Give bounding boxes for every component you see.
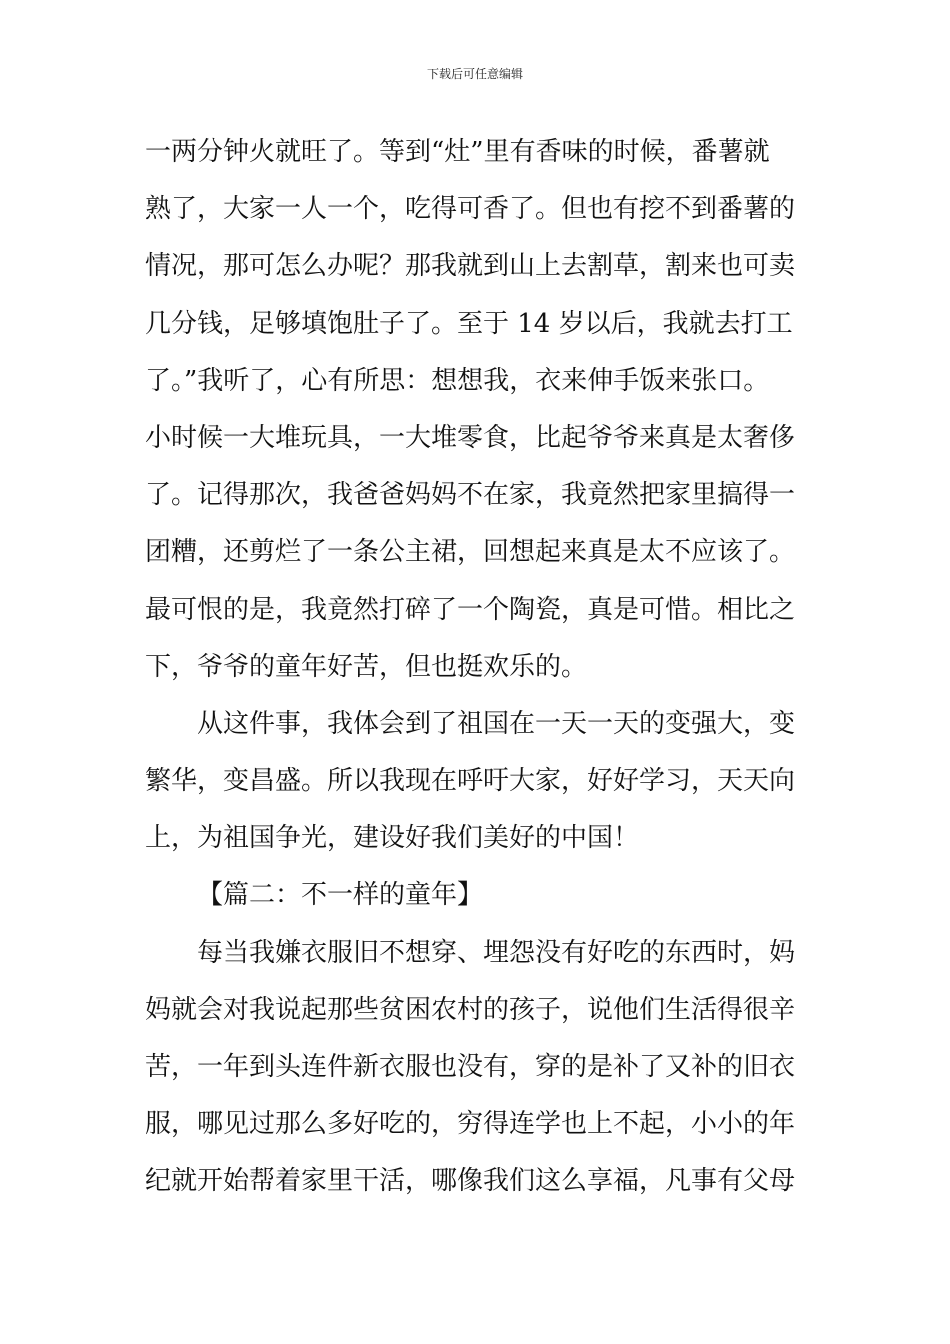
text-line: 上，为祖国争光，建设好我们美好的中国！ xyxy=(145,823,640,854)
text-line: 几分钱，足够填饱肚子了。至于 14 岁以后，我就去打工 xyxy=(145,308,793,339)
text-line: 纪就开始帮着家里干活，哪像我们这么享福，凡事有父母 xyxy=(145,1166,796,1197)
paragraph-first-line: 每当我嫌衣服旧不想穿、埋怨没有好吃的东西时，妈 xyxy=(197,937,796,968)
page-header: 下载后可任意编辑 xyxy=(426,67,523,81)
text-line: 了。”我听了，心有所思：想想我，衣来伸手饭来张口。 xyxy=(145,365,770,396)
text-line: 最可恨的是，我竟然打碎了一个陶瓷，真是可惜。相比之 xyxy=(145,594,796,625)
text-line: 小时候一大堆玩具，一大堆零食，比起爷爷来真是太奢侈 xyxy=(145,422,796,453)
section-heading: 【篇二：不一样的童年】 xyxy=(197,880,484,911)
text-line: 情况，那可怎么办呢？那我就到山上去割草，割来也可卖 xyxy=(145,251,796,282)
text-line: 一两分钟火就旺了。等到“灶”里有香味的时候，番薯就 xyxy=(145,137,770,167)
text-line: 繁华，变昌盛。所以我现在呼吁大家，好好学习，天天向 xyxy=(145,766,796,797)
document-body xyxy=(145,124,807,1211)
text-line: 下，爷爷的童年好苦，但也挺欢乐的。 xyxy=(145,651,588,682)
text-line: 团糟，还剪烂了一条公主裙，回想起来真是太不应该了。 xyxy=(145,537,796,568)
text-line: 苦，一年到头连件新衣服也没有，穿的是补了又补的旧衣 xyxy=(145,1052,796,1082)
paragraph-first-line: 从这件事，我体会到了祖国在一天一天的变强大，变 xyxy=(197,708,796,739)
text-line: 了。记得那次，我爸爸妈妈不在家，我竟然把家里搞得一 xyxy=(145,480,796,511)
text-line: 妈就会对我说起那些贫困农村的孩子，说他们生活得很辛 xyxy=(145,994,796,1025)
text-line: 服，哪见过那么多好吃的，穷得连学也上不起，小小的年 xyxy=(145,1109,796,1140)
text-line: 熟了，大家一人一个，吃得可香了。但也有挖不到番薯的 xyxy=(145,194,796,225)
